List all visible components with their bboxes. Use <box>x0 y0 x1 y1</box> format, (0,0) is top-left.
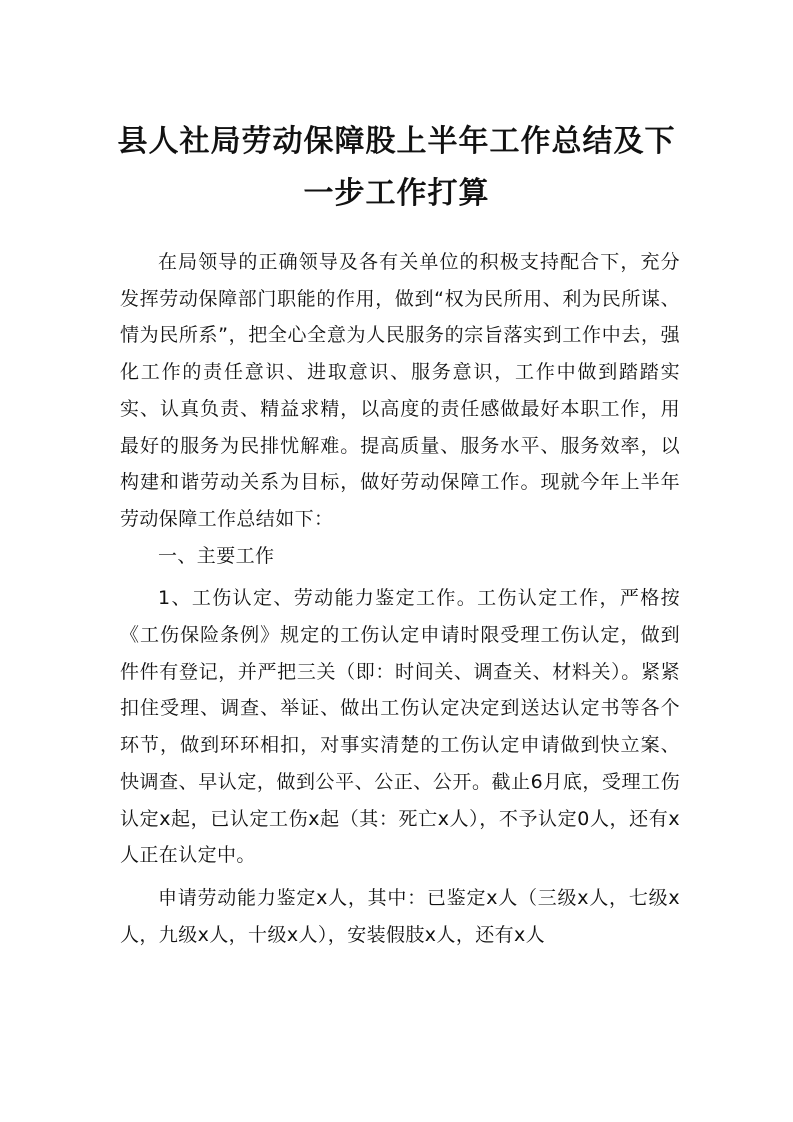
document-title-line-2: 一步工作打算 <box>303 176 490 211</box>
section-heading-main-work: 一、主要工作 <box>158 544 275 567</box>
paragraph-work-injury: 1、工伤认定、劳动能力鉴定工作。工伤认定工作，严格按《工伤保险条例》规定的工伤认定申请时限受理工伤认定，做到件件有登记，并严把三关（即：时间关、调查关、材料关）。紧紧扣住受理、调查、举证、做出工伤认定决定到送达认定书等各个环节，做到环环相扣，对事实清楚的工伤认定申请做到快立案、快调查、早认定，做到公平、公正、公开。截止6月底，受理工伤认定x起，已认定工伤x起（其：死亡x人），不予认定0人，还有x人正在认定中。 <box>120 587 680 867</box>
document-title-line-1: 县人社局劳动保障股上半年工作总结及下 <box>117 124 676 159</box>
paragraph-intro: 在局领导的正确领导及各有关单位的积极支持配合下，充分发挥劳动保障部门职能的作用，做到“权为民所用、利为民所谋、情为民所系”，把全心全意为人民服务的宗旨落实到工作中去，强化工作的责任意识、进取意识、服务意识，工作中做到踏踏实实、认真负责、精益求精，以高度的责任感做最好本职工作，用最好的服务为民排忧解难。提高质量、服务水平、服务效率，以构建和谐劳动关系为目标，做好劳动保障工作。现就今年上半年劳动保障工作总结如下： <box>120 251 680 530</box>
document-body <box>120 244 680 953</box>
paragraph-labor-capacity: 申请劳动能力鉴定x人，其中：已鉴定x人（三级x人，七级x人，九级x人，十级x人），安装假肢x人，还有x人 <box>120 886 680 946</box>
